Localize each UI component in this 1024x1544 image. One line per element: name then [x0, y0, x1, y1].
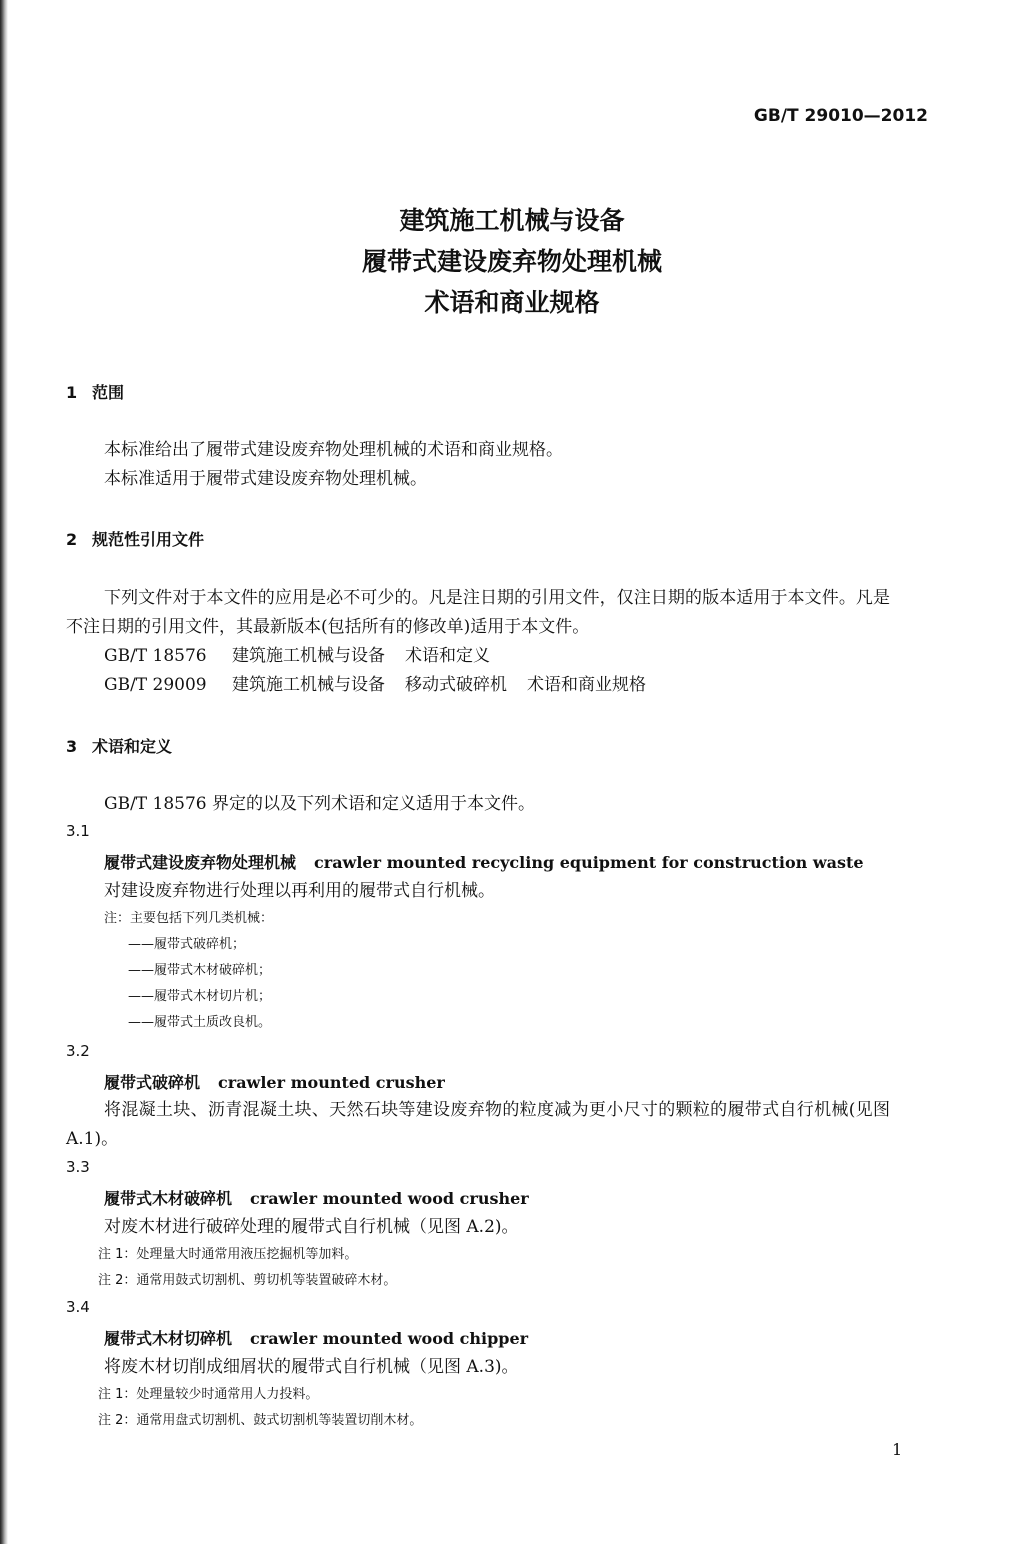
document-title: [0, 200, 1024, 323]
page-number: 1: [892, 1440, 903, 1459]
note-list-item: ——履带式木材切片机；: [128, 989, 272, 1004]
term-title-en: crawler mounted recycling equipment for construction waste: [314, 853, 864, 872]
reference-item: [104, 642, 490, 671]
term-title-en: crawler mounted crusher: [218, 1073, 445, 1092]
paragraph: GB/T 18576 界定的以及下列术语和定义适用于本文件。: [104, 794, 536, 814]
term-number: 3.4: [66, 1298, 90, 1316]
paragraph: 下列文件对于本文件的应用是必不可少的。凡是注日期的引用文件，仅注日期的版本适用于本文件。凡是不注日期的引用文件，其最新版本(包括所有的修改单)适用于本文件。: [66, 588, 890, 637]
term-title: [104, 1186, 529, 1209]
term-definition: 对废木材进行破碎处理的履带式自行机械（见图 A.2)。: [104, 1217, 519, 1237]
term-title: [104, 850, 864, 873]
section-1-heading: [66, 380, 124, 403]
term-title: [104, 1326, 528, 1349]
note-list-item: ——履带式木材破碎机；: [128, 963, 272, 978]
term-title-en: crawler mounted wood crusher: [250, 1189, 529, 1208]
section-title: 规范性引用文件: [92, 530, 205, 549]
standard-code: GB/T 29010—2012: [753, 106, 928, 126]
reference-title: 术语和商业规格: [527, 675, 646, 695]
term-title: [104, 1070, 445, 1093]
term-number: 3.1: [66, 822, 90, 840]
note-list-item: ——履带式土质改良机。: [128, 1015, 272, 1030]
section-number: 3: [66, 737, 78, 756]
reference-title: 建筑施工机械与设备: [232, 646, 385, 666]
reference-title: 建筑施工机械与设备: [232, 675, 385, 695]
section-number: 2: [66, 530, 78, 549]
note: 注 1：处理量大时通常用液压挖掘机等加料。: [98, 1247, 358, 1262]
term-title-zh: 履带式木材切碎机: [104, 1329, 233, 1348]
reference-code: GB/T 18576: [104, 646, 207, 666]
section-number: 1: [66, 383, 78, 402]
term-number: 3.2: [66, 1042, 90, 1060]
reference-title: 移动式破碎机: [405, 675, 507, 695]
term-definition: 将废木材切削成细屑状的履带式自行机械（见图 A.3)。: [104, 1357, 519, 1377]
note: 注：主要包括下列几类机械：: [104, 911, 274, 926]
note: 注 1：处理量较少时通常用人力投料。: [98, 1387, 319, 1402]
title-line-3: 术语和商业规格: [424, 288, 600, 317]
term-number: 3.3: [66, 1158, 90, 1176]
title-line-2: 履带式建设废弃物处理机械: [361, 247, 662, 276]
note: 注 2：通常用盘式切割机、鼓式切割机等装置切削木材。: [98, 1413, 423, 1428]
section-title: 术语和定义: [92, 737, 173, 756]
reference-code: GB/T 29009: [104, 675, 207, 695]
term-title-en: crawler mounted wood chipper: [250, 1329, 529, 1348]
section-2-heading: [66, 527, 204, 550]
note: 注 2：通常用鼓式切割机、剪切机等装置破碎木材。: [98, 1273, 397, 1288]
term-title-zh: 履带式建设废弃物处理机械: [104, 853, 297, 872]
reference-item: [104, 671, 646, 700]
term-title-zh: 履带式木材破碎机: [104, 1189, 233, 1208]
term-title-zh: 履带式破碎机: [104, 1073, 201, 1092]
term-definition: 将混凝土块、沥青混凝土块、天然石块等建设废弃物的粒度减为更小尺寸的颗粒的履带式自行机械(见图 A.1)。: [66, 1100, 890, 1149]
reference-title: 术语和定义: [405, 646, 490, 666]
paragraph: 本标准给出了履带式建设废弃物处理机械的术语和商业规格。: [104, 440, 563, 460]
paragraph: 本标准适用于履带式建设废弃物处理机械。: [104, 469, 427, 489]
section-title: 范围: [92, 383, 125, 402]
term-definition: 对建设废弃物进行处理以再利用的履带式自行机械。: [104, 881, 495, 901]
title-line-1: 建筑施工机械与设备: [399, 206, 625, 235]
section-3-heading: [66, 734, 172, 757]
note-list-item: ——履带式破碎机；: [128, 937, 246, 952]
